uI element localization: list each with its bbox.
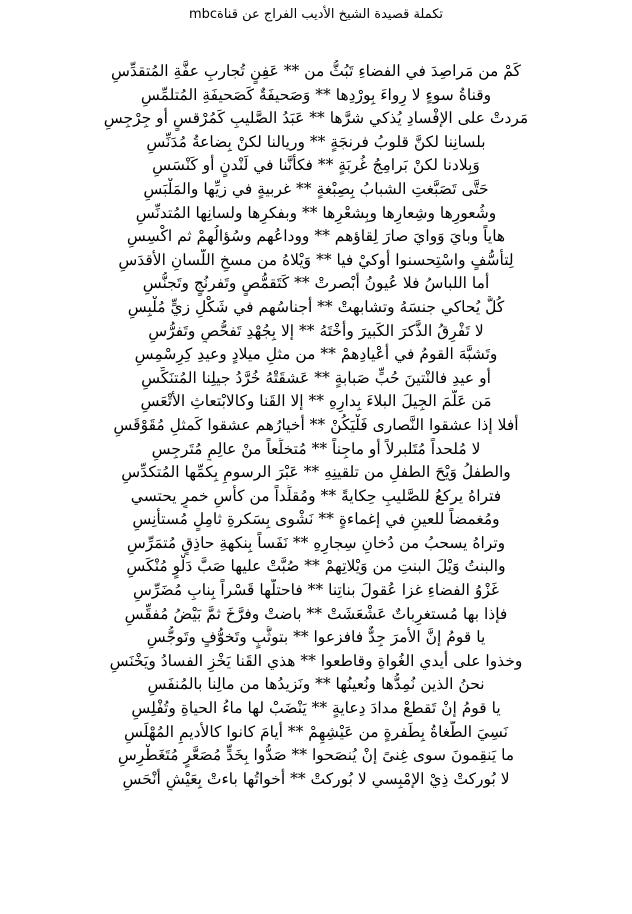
- poem-verse: وقناةُ سوءٍ لا رِواءَ بِورْدِها ** وَصَحيفَةٌ كَصَحيفَةِ المُتلمِّسِ: [140, 85, 492, 104]
- poem-verse: وتراهُ يسحبُ من دُخانِ سِجارِهِ ** نَفَساً بِنكهةِ حاذِقٍ مُتمَرِّسِ: [126, 533, 506, 552]
- poem-verse: كَمْ من مَراصِدَ في الفضاءِ تَبُثُّ من ** عَفِنٍ تُجاربِ عفَّةِ المُتقدِّسِ: [111, 62, 521, 80]
- poem-verse: ما يَنقِمونَ سوى غِنىً إنْ يُنصَحوا ** صَدُّوا بِخَدٍّ مُصَعَّرٍ مُتَغَطْرِسِ: [117, 746, 515, 765]
- poem-verse: وتَشبَّهَ القومُ في أعْيادِهمْ ** من مثلِ ميلادٍ وعيدِ كِرِسْمِسِ: [134, 345, 498, 364]
- poem-verse: أما اللباسُ فلا عُيونُ أبْصرتْ ** كَتَقمُّصٍ وتَفرنُجٍ وتَجنُّسِ: [142, 274, 490, 293]
- poem-verse: أفلا إذا عشقوا النَّصارى فَلْيَكُنْ ** أخيارُهم عشقوا كَمثلِ مُقَوْقَسِ: [113, 415, 519, 434]
- poem-body: [24, 60, 608, 791]
- poem-verse: فإذا بها مُستغرِباتٌ عَشْعَشَتْ ** باضتْ وفرَّخَ ثمَّ بَيْضُ مُفقِّسِ: [124, 604, 508, 623]
- poem-verse: هاياً وبايَ وَوايَ صارَ لِقاؤهم ** ووداعُهم وسُؤالُهمْ ثم اكْسِسِ: [126, 227, 506, 246]
- poem-verse: يا قومُ إنْ تَقطعْ مدادَ دِعايةٍ ** يَنْضَبْ لها ماءُ الحياةِ وتُفْلِسِ: [131, 699, 501, 718]
- poem-verse: لا تَفْرِقُ الذَّكرَ الكَبيرَ وأخْتَهُ ** إلا بِجُهْدِ تَفحُّصٍ وتَفرُّسِ: [148, 321, 484, 340]
- poem-verse: وَبِلادنا لكنْ بَرامِجُ غُربَةٍ ** فكأنَّنا في لَنْدنٍ أو كَنْسَسِ: [152, 156, 480, 175]
- poem-verse: لا مُلحداً مُتَلبرلاً أو ماجِناً ** مُتخلِّعاً منْ عالِمٍ مُتَرجِسِ: [151, 439, 481, 458]
- poem-verse: بلسانِنا لكنَّ قلوبُ فرنجَةٍ ** وريالنا لكنْ بِضاعةُ مُدَنِّسِ: [146, 132, 486, 151]
- poem-verse: يا قومُ إنَّ الأمرَ جِدٌّ فافزعوا ** بتوثُّبٍ وتَخوُّفٍ وتَوجُّسِ: [146, 628, 486, 647]
- document-header: تكملة قصيدة الشيخ الأديب الفراج عن قناةmbc: [188, 7, 444, 22]
- poem-verse: فتراهُ يركعُ للصَّليبِ حِكايةً ** ومُقلِّداً من كأسِ خمرٍ يحتسي: [130, 486, 502, 505]
- poem-verse: مَردتْ على الإفْسادِ يُذكي شرَّها ** عَبَدُ الصَّليبِ كَمُرْقسٍ أو جِرْجِسِ: [103, 109, 529, 128]
- poem-verse: نحنُ الذين نُمِدُّها ونُعينُها ** ونَزيدُها من مالِنا بالمُنفَسِ: [147, 675, 485, 694]
- poem-verse: أو عيدِ فالنْتينَ حُبٍّ صَبابةٍ ** عَشقَتْهُ خُرَّدُ جيلِنا المُتنَكِّسِ: [141, 368, 491, 387]
- poem-verse: حَتَّى تَصَبَّغتِ الشبابُ بِصِبْغةٍ ** غربيةٍ في زيِّها والمَلْبَسِ: [143, 179, 489, 198]
- poem-verse: غَزْوُ الفضاءِ غزا عُقولَ بناتِنا ** فاحتلَّها قَسْراً بِنابِ مُضَرِّسِ: [132, 581, 500, 600]
- poem-verse: والبنتُ وَيْلَ البنتِ من وَيْلاتِهمْ ** صُبَّتْ عليها صَبَّ دَلْوٍ مُنْكَسِ: [126, 557, 506, 576]
- poem-verse: وشُعورِها وشِعارِها وبِشعْرِها ** وبفكرِها ولسانِها المُتدنِّسِ: [135, 203, 497, 222]
- poem-verse: وخذوا على أيدي الغُواةِ وقاطعوا ** هذي القَنا يَخْزِ الفسادُ ويَخْنَسِ: [109, 651, 523, 670]
- poem-verse: مَن عَلَّمَ الجِيلَ البلاءَ بِدارِهِ ** إلا القَنا وكالابْتعاثِ الأتْعَسِ: [140, 392, 492, 411]
- poem-verse: نَسِيَ الطُّغاةُ بِطَفرةٍ من عَيْشِهِمْ ** أيامَ كانوا كالأديمِ المُهْلَسِ: [124, 722, 508, 741]
- poem-verse: كُلٌّ يُحاكي جنسَهُ وتشابهتْ ** أجناسُهم في شَكْلِ زيٍّ مُلْبِسِ: [127, 297, 505, 316]
- poem-verse: لا بُوركتْ ذِيْ الإمْبِسي لا بُوركتْ ** أخواتُها باءتْ بِعَيْشٍ أنْحَسِ: [122, 769, 510, 788]
- poem-verse: لِتأسُّفٍ واسْتِحسنوا أُوكيْ فيا ** وَيْلاهُ من مسخِ اللّسانِ الأقدَسِ: [118, 250, 514, 269]
- poem-verse: والطفلُ وَيْحَ الطفلِ من تلقينِهِ ** عَبْرَ الرسومِ بِكمِّها المُتكدِّسِ: [121, 463, 511, 482]
- poem-verse: ومُغمضاً للعينِ في إغماءةٍ ** نَشْوى بِسَكرةِ ثامِلٍ مُستأنِسِ: [132, 510, 500, 529]
